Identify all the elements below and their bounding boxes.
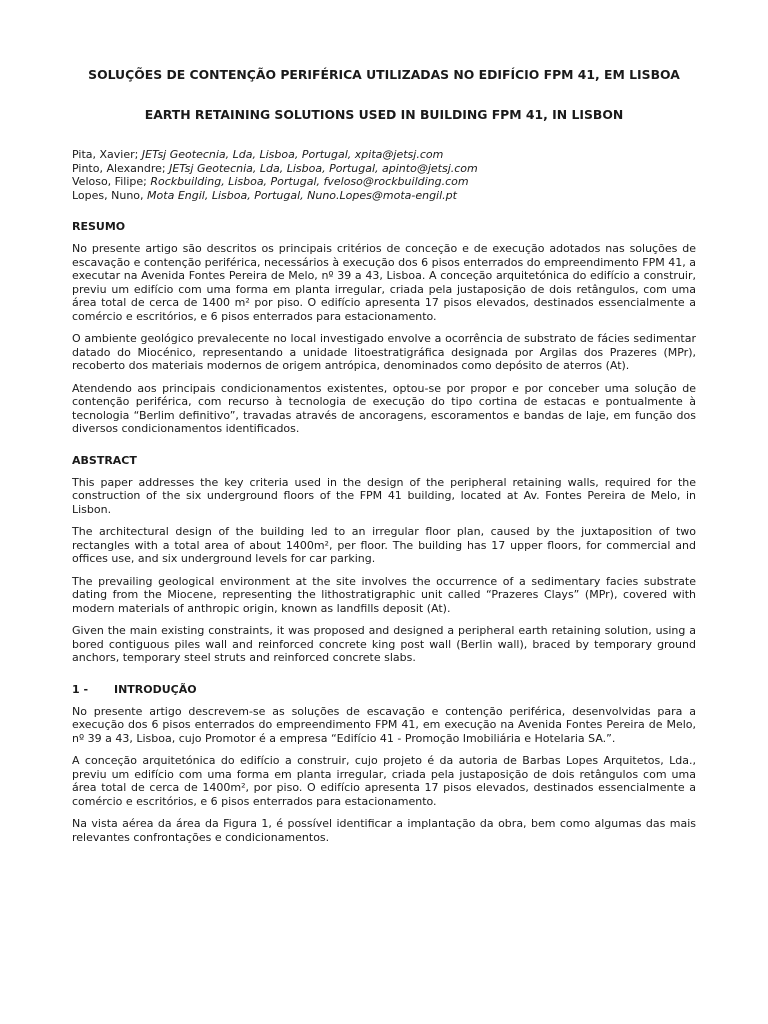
section-title: INTRODUÇÃO (114, 682, 197, 696)
paper-title-en: EARTH RETAINING SOLUTIONS USED IN BUILDING FPM 41, IN LISBON (144, 107, 624, 122)
section-heading-introducao (72, 683, 696, 696)
author-line (72, 175, 696, 189)
intro-paragraph: No presente artigo descrevem-se as soluções de escavação e contenção periférica, desenvolvidas para a execução dos 6 pisos enterrados do empreendimento FPM 41, em execução na Avenida Fontes Pereira de Melo, nº 39 a 43, Lisboa, cujo Promotor é a empresa “Edifício 41 - Promoção Imobiliária e Hotelaria SA.”. (72, 704, 696, 745)
author-affiliation: Mota Engil, Lisboa, Portugal, Nuno.Lopes@mota-engil.pt (147, 188, 457, 202)
resumo-paragraph: O ambiente geológico prevalecente no local investigado envolve a ocorrência de substrato de fácies sedimentar datado do Miocénico, representando a unidade litoestratigráfica designada por Argilas dos Prazeres (MPr), recoberto dos materiais modernos de origem antrópica, denominados como depósito de aterros (At). (72, 332, 696, 372)
author-name: Veloso, Filipe; (72, 175, 147, 188)
author-name: Pinto, Alexandre; (72, 161, 166, 175)
resumo-heading: RESUMO (72, 220, 126, 233)
paper-page (72, 68, 696, 844)
abstract-paragraph: The architectural design of the building led to an irregular floor plan, caused by the juxtaposition of two rectangles with a total area of about 1400m², per floor. The building has 17 upper floors, for commercial and offices use, and six underground levels for car parking. (72, 525, 696, 565)
author-list (72, 148, 696, 202)
author-affiliation: Rockbuilding, Lisboa, Portugal, fveloso@rockbuilding.com (150, 175, 469, 188)
abstract-heading: ABSTRACT (72, 453, 137, 467)
abstract-paragraph: This paper addresses the key criteria used in the design of the peripheral retaining walls, required for the construction of the six underground floors of the FPM 41 building, located at Av. Fontes Pereira de Melo, in Lisbon. (72, 475, 696, 516)
author-line (72, 189, 696, 203)
intro-paragraph: Na vista aérea da área da Figura 1, é possível identificar a implantação da obra, bem como algumas das mais relevantes confrontações e condicionamentos. (72, 817, 696, 844)
abstract-paragraph: Given the main existing constraints, it was proposed and designed a peripheral earth retaining solution, using a bored contiguous piles wall and reinforced concrete king post wall (Berlin wall), braced by temporary ground anchors, temporary steel struts and reinforced concrete slabs. (72, 624, 696, 664)
abstract-paragraph: The prevailing geological environment at the site involves the occurrence of a sedimentary facies substrate dating from the Miocene, representing the lithostratigraphic unit called “Prazeres Clays” (MPr), covered with modern materials of anthropic origin, known as landfills deposit (At). (72, 574, 696, 615)
author-affiliation: JETsj Geotecnia, Lda, Lisboa, Portugal, xpita@jetsj.com (141, 148, 444, 161)
author-name: Pita, Xavier; (72, 148, 139, 161)
author-name: Lopes, Nuno, (72, 188, 144, 202)
section-number: 1 - (72, 682, 89, 696)
intro-paragraph: A conceção arquitetónica do edifício a construir, cujo projeto é da autoria de Barbas Lopes Arquitetos, Lda., previu um edifício com uma forma em planta irregular, criada pela justaposição de dois retângulos com uma área total de cerca de 1400m², por piso. O edifício apresenta 17 pisos elevados, destinados essencialmente a comércio e escritórios, e 6 pisos enterrados para estacionamento. (72, 754, 696, 808)
author-affiliation: JETsj Geotecnia, Lda, Lisboa, Portugal, apinto@jetsj.com (169, 161, 478, 175)
paper-title-pt: SOLUÇÕES DE CONTENÇÃO PERIFÉRICA UTILIZADAS NO EDIFÍCIO FPM 41, EM LISBOA (88, 67, 680, 82)
resumo-paragraph: Atendendo aos principais condicionamentos existentes, optou-se por propor e por conceber uma solução de contenção periférica, com recurso à tecnologia de execução do tipo cortina de estacas e pontualmente à tecnologia “Berlim definitivo”, travadas através de ancoragens, escoramentos e bandas de laje, em função dos diversos condicionamentos identificados. (72, 381, 696, 435)
author-line (72, 162, 696, 176)
author-line (72, 148, 696, 162)
resumo-paragraph: No presente artigo são descritos os principais critérios de conceção e de execução adotados nas soluções de escavação e contenção periférica, necessários à execução dos 6 pisos enterrados do empreendimento FPM 41, a executar na Avenida Fontes Pereira de Melo, nº 39 a 43, Lisboa. A conceção arquitetónica do edifício a construir, previu um edifício com uma forma em planta irregular, criada pela justaposição de dois retângulos, com uma área total de cerca de 1400 m² por piso. O edifício apresenta 17 pisos elevados, destinados essencialmente a comércio e escritórios, e 6 pisos enterrados para estacionamento. (72, 242, 696, 323)
